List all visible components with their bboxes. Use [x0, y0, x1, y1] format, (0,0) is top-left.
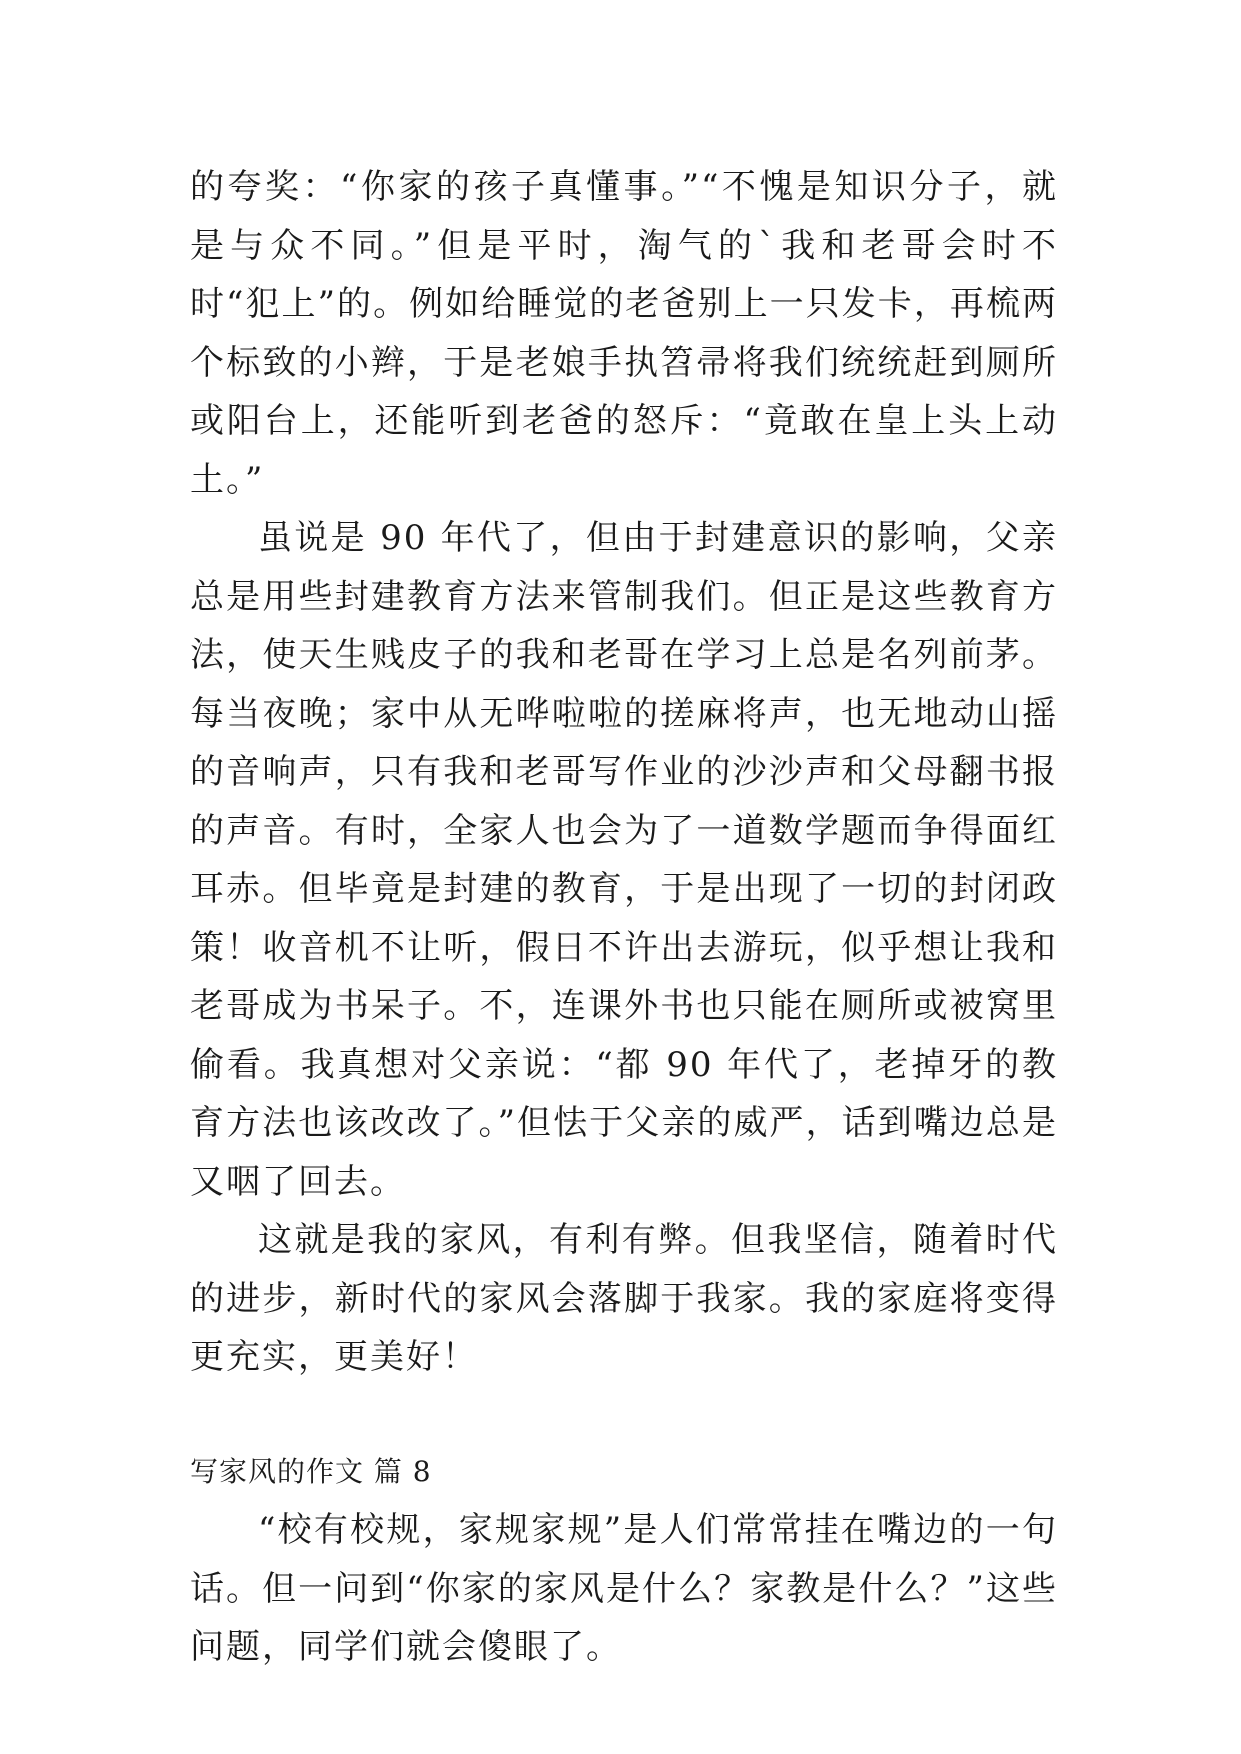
- paragraph-education-methods: 虽说是 90 年代了，但由于封建意识的影响，父亲总是用些封建教育方法来管制我们。但正是这些教育方法，使天生贱皮子的我和老哥在学习上总是名列前茅。每当夜晚；家中从无哗啦啦的搓麻将声，也无地动山摇的音响声，只有我和老哥写作业的沙沙声和父母翻书报的声音。有时，全家人也会为了一道数学题而争得面红耳赤。但毕竟是封建的教育，于是出现了一切的封闭政策！收音机不让听，假日不许出去游玩，似乎想让我和老哥成为书呆子。不，连课外书也只能在厕所或被窝里偷看。我真想对父亲说：“都 90 年代了，老掉牙的教育方法也该改改了。”但怯于父亲的威严，话到嘴边总是又咽了回去。: [190, 518, 1058, 1202]
- section-spacer: [190, 1387, 1058, 1443]
- paragraph-continuation: 的夸奖：“你家的孩子真懂事。”“不愧是知识分子，就是与众不同。”但是平时，淘气的`我和老哥会时不时“犯上”的。例如给睡觉的老爸别上一只发卡，再梳两个标致的小辫，于是老娘手执笤帚将我们统统赶到厕所或阳台上，还能听到老爸的怒斥：“竟敢在皇上头上动土。”: [190, 167, 1058, 500]
- section-title: 写家风的作文 篇 8: [190, 1454, 432, 1488]
- document-page: [190, 158, 1058, 1677]
- paragraph-conclusion: 这就是我的家风，有利有弊。但我坚信，随着时代的进步，新时代的家风会落脚于我家。我的家庭将变得更充实，更美好！: [190, 1220, 1058, 1377]
- paragraph-section-intro: “校有校规，家规家规”是人们常常挂在嘴边的一句话。但一问到“你家的家风是什么？家教是什么？”这些问题，同学们就会傻眼了。: [190, 1510, 1058, 1667]
